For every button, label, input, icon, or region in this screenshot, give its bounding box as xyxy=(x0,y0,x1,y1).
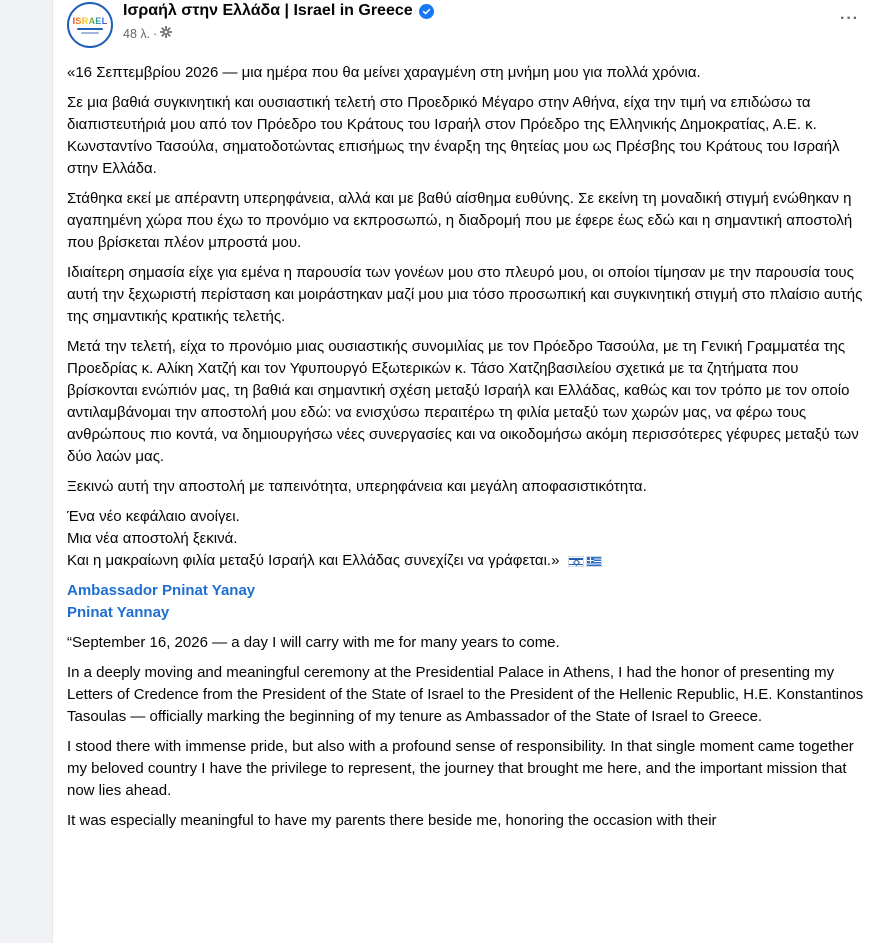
tag-link-pninat[interactable]: Pninat Yannay xyxy=(67,604,170,621)
greek-paragraph-2: Σε μια βαθιά συγκινητική και ουσιαστική τελετή στο Προεδρικό Μέγαρο στην Αθήνα, είχα την τιμή να επιδώσω τα διαπιστευτήριά μου από τον Πρόεδρο του Κράτους του Ισραήλ στον Πρόεδρο της Ελληνικής Δημοκρατίας, Α.Ε. κ. Κωνσταντίνο Τασούλα, σηματοδοτώντας επισήμως την έναρξη της θητείας μου ως Πρέσβης του Κράτους του Ισραήλ στην Ελλάδα. xyxy=(67,94,840,177)
greek-paragraph-1: «16 Σεπτεμβρίου 2026 — μια ημέρα που θα μείνει χαραγμένη στη μνήμη μου για πολλά χρόνια. xyxy=(67,64,701,81)
tagged-people xyxy=(67,580,867,624)
avatar-logo-line-2 xyxy=(81,32,99,34)
english-paragraph-4: It was especially meaningful to have my parents there beside me, honoring the occasion with their xyxy=(67,812,717,829)
post-meta xyxy=(123,26,172,41)
page-name-row xyxy=(123,2,434,20)
more-options-icon[interactable]: ··· xyxy=(840,10,859,27)
english-paragraph-1: “September 16, 2026 — a day I will carry with me for many years to come. xyxy=(67,634,560,651)
tag-link-ambassador[interactable]: Ambassador Pninat Yanay xyxy=(67,582,256,599)
israel-flag-icon xyxy=(568,556,584,567)
greek-closing-line-2: Μια νέα αποστολή ξεκινά. xyxy=(67,530,238,547)
greek-closing-line-3-row xyxy=(67,550,867,572)
page-name-link[interactable]: Ισραήλ στην Ελλάδα | Israel in Greece xyxy=(123,2,413,19)
post-card xyxy=(52,0,880,943)
page-avatar[interactable] xyxy=(67,2,113,48)
greek-paragraph-4: Ιδιαίτερη σημασία είχε για εμένα η παρουσία των γονέων μου στο πλευρό μου, οι οποίοι τίμησαν με την παρουσία τους αυτή την ξεχωριστή περίσταση και μοιράστηκαν μαζί μου μια τόσο προσωπική και συγκινητική στιγμή στο πλαίσιο αυτής της σημαντικής κρατικής τελετής. xyxy=(67,264,863,325)
avatar-logo-line xyxy=(77,28,103,30)
greek-closing-line-3: Και η μακραίωνη φιλία μεταξύ Ισραήλ και Ελλάδας συνεχίζει να γράφεται.» xyxy=(67,552,560,569)
greek-paragraph-6: Ξεκινώ αυτή την αποστολή με ταπεινότητα, υπερηφάνεια και μεγάλη αποφασιστικότητα. xyxy=(67,478,647,495)
english-paragraph-2: In a deeply moving and meaningful ceremony at the Presidential Palace in Athens, I had the honor of presenting my Letters of Credence from the President of the State of Israel to the President of the Hellenic Republic, H.E. Konstantinos Tasoulas — officially marking the beginning of my tenure as Ambassador of the State of Israel to Greece. xyxy=(67,664,864,725)
meta-separator: · xyxy=(153,26,158,41)
post-header xyxy=(53,0,880,52)
greece-flag-icon xyxy=(586,556,602,567)
globe-gear-icon[interactable] xyxy=(160,26,172,41)
flags-group xyxy=(568,556,602,567)
post-timestamp[interactable]: 48 λ. xyxy=(123,26,151,41)
greek-closing-line-1: Ένα νέο κεφάλαιο ανοίγει. xyxy=(67,508,240,525)
verified-badge-icon xyxy=(419,4,434,19)
english-paragraph-3: I stood there with immense pride, but also with a profound sense of responsibility. In that single moment came together my beloved country I have the privilege to represent, the journey that brought me here, and the important mission that now lies ahead. xyxy=(67,738,854,799)
avatar-logo-text: ISRAEL xyxy=(72,16,108,26)
greek-paragraph-5: Μετά την τελετή, είχα το προνόμιο μιας ουσιαστικής συνομιλίας με τον Πρόεδρο Τασούλα, με τη Γενική Γραμματέα της Προεδρίας κ. Αλίκη Χατζή και τον Υφυπουργό Εξωτερικών κ. Τάσο Χατζηβασιλείου σχετικά με τα ζητήματα που βρίσκονται ενώπιόν μας, τη βαθιά και σημαντική σχέση μεταξύ Ισραήλ και Ελλάδας, καθώς και τον τρόπο με τον οποίο αντιλαμβάνομαι την αποστολή μου εδώ: να ενισχύσω περαιτέρω τη φιλία μεταξύ των χωρών μας, να φέρω τους ανθρώπους πιο κοντά, να δημιουργήσω νέες συνεργασίες και να οικοδομήσω ακόμη περισσότερες γέφυρες μεταξύ των δύο λαών μας. xyxy=(67,338,859,465)
post-body xyxy=(67,62,867,840)
greek-paragraph-3: Στάθηκα εκεί με απέραντη υπερηφάνεια, αλλά και με βαθύ αίσθημα ευθύνης. Σε εκείνη τη μοναδική στιγμή ενώθηκαν η αγαπημένη χώρα που έχω το προνόμιο να εκπροσωπώ, η διαδρομή που με έφερε έως εδώ και η σημαντική αποστολή που βρίσκεται πλέον μπροστά μου. xyxy=(67,190,853,251)
